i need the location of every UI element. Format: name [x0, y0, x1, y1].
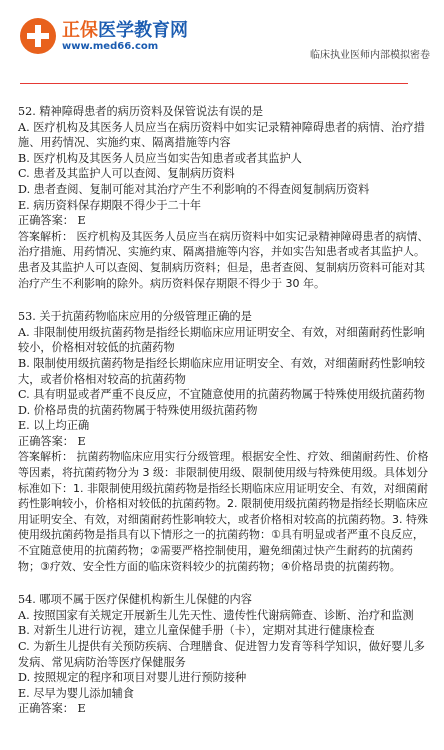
option-b: B. 对新生儿进行访视，建立儿童保健手册（卡），定期对其进行健康检查 [18, 624, 375, 638]
question-52 [18, 104, 432, 291]
option-e: E. 尽早为婴儿添加辅食 [18, 686, 134, 700]
option-c: C. 患者及其监护人可以查阅、复制病历资料 [18, 167, 235, 181]
option-b: B. 限制使用级抗菌药物是指经长期临床应用证明安全、有效，对细菌耐药性影响较大，或者价格相对较高的抗菌药物 [18, 356, 425, 386]
correct-answer: 正确答案： E [18, 434, 86, 448]
question-54 [18, 592, 432, 717]
correct-answer: 正确答案： E [18, 214, 86, 228]
header-divider [20, 83, 408, 84]
logo-brand: 正保 [62, 20, 98, 41]
option-a: A. 非限制使用级抗菌药物是指经长期临床应用证明安全、有效，对细菌耐药性影响较小，价格相对较低的抗菌药物 [18, 325, 425, 355]
correct-answer: 正确答案： E [18, 702, 86, 716]
logo-text [62, 16, 188, 42]
answer-explanation: 答案解析： 抗菌药物临床应用实行分级管理。根据安全性、疗效、细菌耐药性、价格等因素，将抗菌药物分为 3 级：非限制使用级、限制使用级与特殊使用级。具体划分标准如下：1. 非限制使用级抗菌药物是指经长期临床应用证明安全、有效，对细菌耐药性影响较小，价格相对较低的抗菌药物。2. 限制使用级抗菌药物是指经长期临床应用证明安全、有效，对细菌耐药性影响较大，或者价格相对较高的抗菌药物。3. 特殊使用级抗菌药物是指具有以下情形之一的抗菌药物：①具有明显或者严重不良反应，不宜随意使用的抗菌药物；②需要严格控制使用，避免细菌过快产生耐药的抗菌药物；③疗效、安全性方面的临床资料较少的抗菌药物；④价格昂贵的抗菌药物。 [18, 450, 429, 573]
question-stem: 54. 哪项不属于医疗保健机构新生儿保健的内容 [18, 593, 252, 607]
option-d: D. 按照规定的程序和项目对婴儿进行预防接种 [18, 671, 247, 685]
logo-cross-icon [20, 18, 56, 54]
question-53 [18, 309, 432, 574]
option-e: E. 病历资料保存期限不得少于二十年 [18, 198, 202, 212]
option-d: D. 价格昂贵的抗菌药物属于特殊使用级抗菌药物 [18, 403, 258, 417]
logo-brand-rest: 医学教育网 [98, 20, 188, 41]
answer-explanation: 答案解析： 医疗机构及其医务人员应当在病历资料中如实记录精神障碍患者的病情、治疗措施、用药情况、实施约束、隔离措施等内容，并如实告知患者或者其监护人。患者及其监护人可以查阅、复制病历资料；但是，患者查阅、复制病历资料可能对其治疗产生不利影响的除外。病历资料保存期限不得少于 30 年。 [18, 229, 429, 290]
question-stem: 53. 关于抗菌药物临床应用的分级管理正确的是 [18, 310, 252, 324]
option-e: E. 以上均正确 [18, 419, 90, 433]
question-list [18, 104, 432, 735]
page-header [0, 0, 444, 88]
option-b: B. 医疗机构及其医务人员应当如实告知患者或者其监护人 [18, 151, 302, 165]
option-d: D. 患者查阅、复制可能对其治疗产生不利影响的不得查阅复制病历资料 [18, 182, 370, 196]
option-c: C. 为新生儿提供有关预防疾病、合理膳食、促进智力发育等科学知识，做好婴儿多发病、常见病防治等医疗保健服务 [18, 640, 425, 669]
document-label: 临床执业医师内部模拟密卷 [310, 50, 430, 61]
option-a: A. 医疗机构及其医务人员应当在病历资料中如实记录精神障碍患者的病情、治疗措施、用药情况、实施约束、隔离措施等内容 [18, 120, 425, 150]
option-c: C. 具有明显或者严重不良反应，不宜随意使用的抗菌药物属于特殊使用级抗菌药物 [18, 388, 425, 402]
question-stem: 52. 精神障碍患者的病历资料及保管说法有误的是 [18, 105, 264, 118]
logo-url: www.med66.com [62, 41, 159, 52]
option-a: A. 按照国家有关规定开展新生儿先天性、遗传性代谢病筛查、诊断、治疗和监测 [18, 608, 414, 622]
